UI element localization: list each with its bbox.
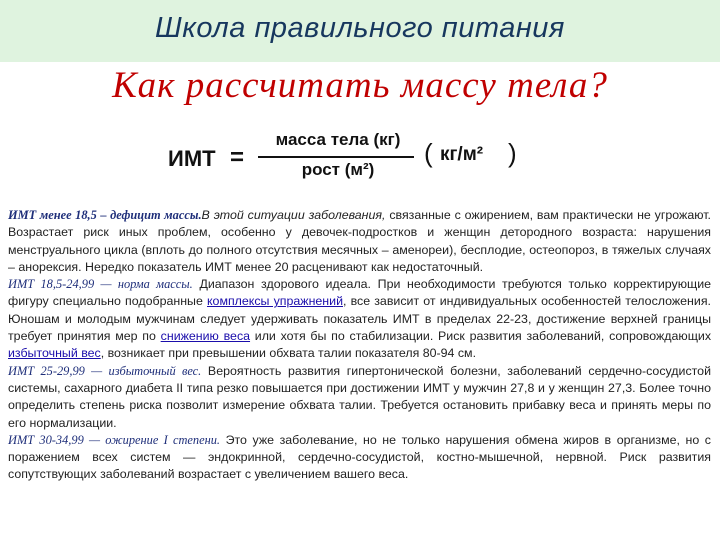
paragraph-text: связанные с ожирением, вам практически не угрожают. Возрастает риск иных проблем, особенно у девочек-подростков и женщин детородного возраста: нарушения менструального цикла (вплоть до полного отсутствия месячных – аменореи), бесплодие, остеопороз, в тяжелых случаях – анорексия. Нередко показатель ИМТ менее 20 расценивают как недостаточный. xyxy=(8,208,711,274)
formula-close-paren: ) xyxy=(508,138,517,168)
formula-equals: = xyxy=(230,144,245,171)
heading-obesity-1: ИМТ 30-34,99 — ожирение I степени. xyxy=(8,432,221,447)
paragraph-text: , возникает при превышении обхвата талии показателя 80-94 см. xyxy=(100,346,477,361)
paragraph-normal xyxy=(8,276,711,362)
fraction-bar xyxy=(258,156,414,158)
formula-open-paren: ( xyxy=(424,138,433,168)
formula-denominator: рост (м²) xyxy=(301,160,375,179)
lead-italic: В этой ситуации заболевания, xyxy=(201,208,386,222)
link-excess-weight[interactable]: избыточный вес xyxy=(8,346,101,361)
formula-lhs: ИМТ xyxy=(168,146,216,171)
paragraph-overweight xyxy=(8,363,711,432)
heading-underweight: ИМТ менее 18,5 – дефицит массы. xyxy=(8,208,202,222)
link-exercise-complexes[interactable]: комплексы упражнений xyxy=(207,294,343,309)
slide-subtitle: Как рассчитать массу тела? xyxy=(112,65,608,106)
heading-normal: ИМТ 18,5-24,99 — норма массы. xyxy=(8,277,193,292)
paragraph-obesity-1 xyxy=(8,432,711,484)
bmi-formula xyxy=(168,128,548,190)
paragraph-text: Это уже заболевание, но не только нарушения обмена жиров в организме, но с поражением всех систем — эндокринной, сердечно-сосудистой, костно-мышечной, нервной. Риск развития сопутствующих заболеваний возрастает с увеличением вашего веса. xyxy=(8,432,711,482)
slide-header-title: Школа правильного питания xyxy=(155,12,565,44)
paragraph-underweight xyxy=(8,207,711,276)
formula-unit: кг/м² xyxy=(440,144,484,165)
link-weight-loss[interactable]: снижению веса xyxy=(160,329,251,344)
heading-overweight: ИМТ 25-29,99 — избыточный вес. xyxy=(8,363,202,378)
paragraph-text: , все зависит от индивидуальных особенностей телосложения. Юношам и молодым мужчинам следует удерживать показатель ИМТ в пределах 22-23, достижение верхней границы требует принятия мер по xyxy=(8,294,711,344)
paragraph-text: Диапазон здорового идеала. При необходимости требуются только корректирующие фигуру специально подобранные xyxy=(8,277,712,309)
formula-numerator: масса тела (кг) xyxy=(275,130,401,149)
paragraph-text: Вероятность развития гипертонической болезни, заболеваний сердечно-сосудистой системы, сахарного диабета II типа резко повышается при достижении ИМТ у мужчин 27,8 и у женщин 27,3. Более точно определить степень риска позволит измерение обхвата талии. Требуется остановить прибавку веса и принять меры по его нормализации. xyxy=(8,363,711,430)
paragraph-text: или хотя бы по стабилизации. Риск развития заболеваний, сопровождающих xyxy=(250,329,712,344)
body-text xyxy=(8,207,711,484)
